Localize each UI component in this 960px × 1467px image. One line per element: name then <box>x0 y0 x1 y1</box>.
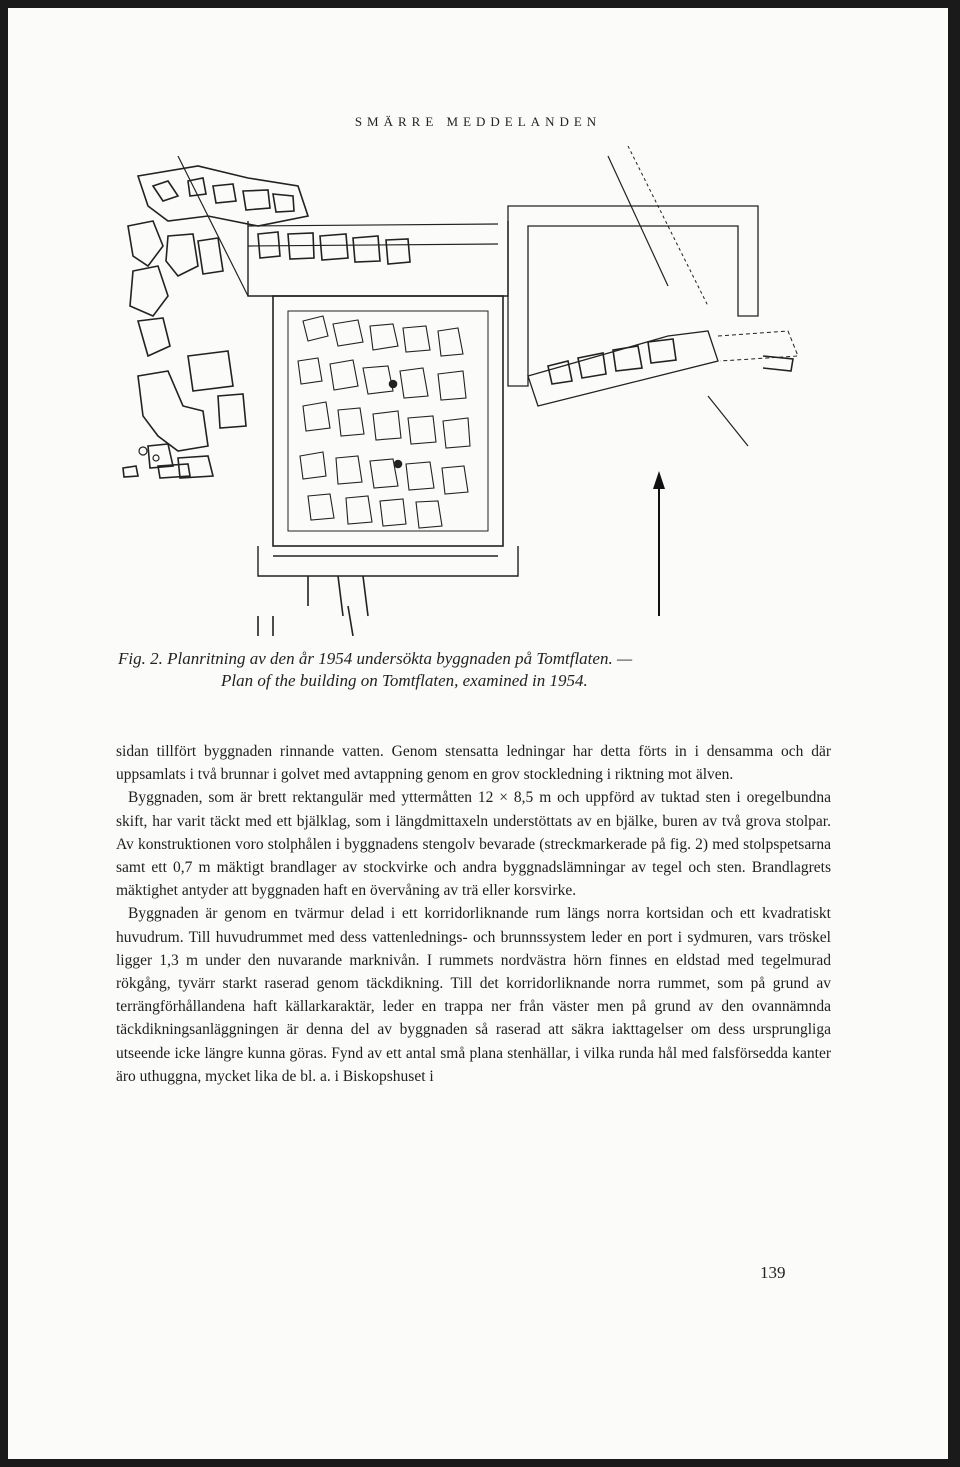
site-plan-drawing <box>108 146 808 636</box>
caption-english: Plan of the building on Tomtflaten, examined in 1954. <box>221 671 588 690</box>
stone-floor <box>298 316 470 528</box>
caption-swedish: Fig. 2. Planritning av den år 1954 undersökta byggnaden på Tomtflaten. — <box>118 649 633 668</box>
paragraph: sidan tillfört byggnaden rinnande vatten. Genom stensatta ledningar har detta förts in i densamma och där uppsamlats i två brunnar i golvet med avtappning genom en grov stockledning i riktning mot älven. <box>116 743 831 784</box>
page-number: 139 <box>760 1263 786 1282</box>
paragraph: Byggnaden, som är brett rektangulär med yttermåtten 12 × 8,5 m och uppförd av tuktad sten i oregelbundna skift, har varit täckt med ett bjälklag, som i längdmittaxeln understöttats av en bjälke, buren av två grova stolpar. Av konstruktionen voro stolphålen i byggnadens stengolv bevarade (streckmarkerade på fig. 2) med stolpspetsarna samt ett 0,7 m mäktigt brandlager av stockvirke och andra byggnadslämningar av tegel och sten. Brandlagrets mäktighet antyder att byggnaden haft en övervåning av trä eller korsvirke. <box>116 789 831 900</box>
page <box>8 8 948 1459</box>
stone-wall-west <box>138 371 208 451</box>
running-head: SMÄRRE MEDDELANDEN <box>354 114 602 129</box>
east-annex <box>508 206 758 386</box>
south-wall <box>258 546 518 576</box>
posthole-north <box>390 381 397 388</box>
stone-wall-northwest <box>138 166 308 226</box>
posthole-south <box>395 461 402 468</box>
paragraph: Byggnaden är genom en tvärmur delad i ett korridorliknande rum längs norra kortsidan och ett kvadratiskt huvudrum. Till huvudrummet med dess vattenlednings- och brunnssystem leder en port i sydmuren, vars tröskel ligger 1,3 m under den nuvarande marknivån. I rummets nordvästra hörn finnes en eldstad med tegelmurad rökgång, tyvärr starkt raserad genom täckdikning. Till det korridorliknande norra rummet, som på grund av terrängförhållandena haft källarkaraktär, leder en trappa ner från väster men på grund av den ovannämnda täckdikningsanläggningen är denna del av byggnaden så raserad att säkra iakttagelser om dess ursprungliga utseende icke längre kunna göras. Fynd av ett antal små plana stenhällar, i vilka runda hål med falsförsedda kanter äro uthuggna, mycket lika de bl. a. i Biskopshuset i <box>116 905 831 1085</box>
figure-caption <box>118 648 838 692</box>
north-arrow-icon <box>653 471 665 616</box>
body-text <box>116 740 831 1088</box>
corridor-room-wall <box>248 221 508 296</box>
site-plan-figure <box>108 146 808 636</box>
